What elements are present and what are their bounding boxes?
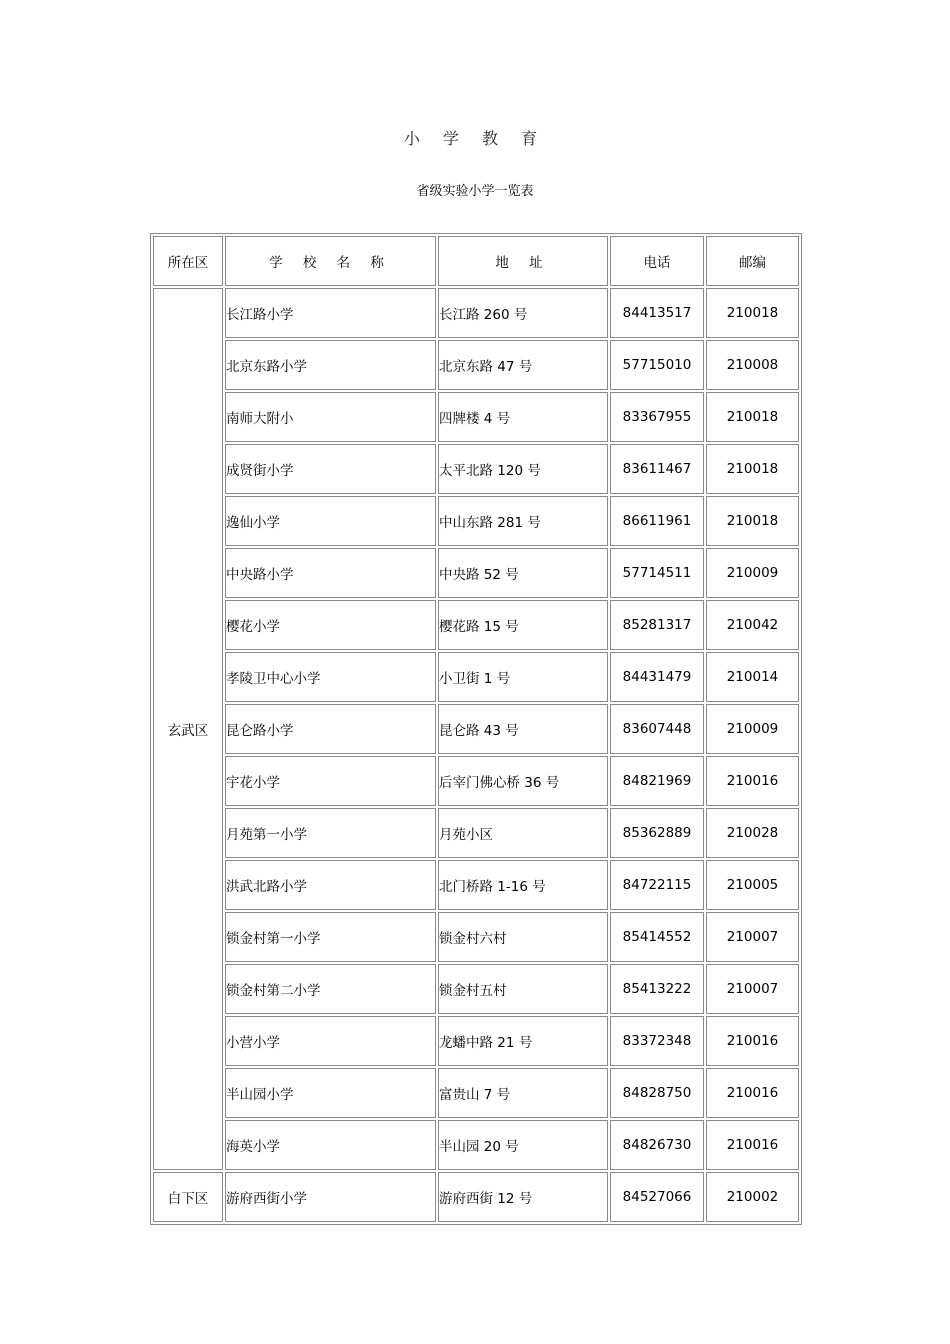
zip-cell: 210028 — [706, 808, 799, 858]
phone-cell: 86611961 — [610, 496, 704, 546]
table-row — [153, 1068, 799, 1118]
phone-cell: 84722115 — [610, 860, 704, 910]
address-cell: 锁金村六村 — [438, 912, 608, 962]
zip-cell: 210018 — [706, 444, 799, 494]
zip-cell: 210007 — [706, 912, 799, 962]
phone-cell: 84826730 — [610, 1120, 704, 1170]
phone-cell: 84413517 — [610, 288, 704, 338]
zip-cell: 210002 — [706, 1172, 799, 1222]
table-row — [153, 652, 799, 702]
header-phone: 电话 — [610, 236, 704, 286]
phone-cell: 85413222 — [610, 964, 704, 1014]
table-row — [153, 1172, 799, 1222]
address-cell: 樱花路 15 号 — [438, 600, 608, 650]
phone-cell: 83367955 — [610, 392, 704, 442]
school-name-cell: 锁金村第一小学 — [225, 912, 436, 962]
address-cell: 四牌楼 4 号 — [438, 392, 608, 442]
address-cell: 后宰门佛心桥 36 号 — [438, 756, 608, 806]
phone-cell: 83372348 — [610, 1016, 704, 1066]
school-name-cell: 成贤街小学 — [225, 444, 436, 494]
page-header: 小 学 教 育 — [403, 129, 547, 148]
school-name-cell: 樱花小学 — [225, 600, 436, 650]
phone-cell: 85362889 — [610, 808, 704, 858]
header-address: 地 址 — [438, 236, 608, 286]
zip-cell: 210008 — [706, 340, 799, 390]
table-row — [153, 340, 799, 390]
table-row — [153, 600, 799, 650]
document-title: 省级实验小学一览表 — [416, 184, 534, 199]
zip-cell: 210042 — [706, 600, 799, 650]
zip-cell: 210016 — [706, 1068, 799, 1118]
table-row — [153, 756, 799, 806]
table-row — [153, 1120, 799, 1170]
school-name-cell: 长江路小学 — [225, 288, 436, 338]
schools-table — [150, 233, 802, 1225]
table-row — [153, 704, 799, 754]
phone-cell: 84431479 — [610, 652, 704, 702]
school-name-cell: 月苑第一小学 — [225, 808, 436, 858]
phone-cell: 85414552 — [610, 912, 704, 962]
zip-cell: 210018 — [706, 288, 799, 338]
table-row — [153, 1016, 799, 1066]
zip-cell: 210018 — [706, 496, 799, 546]
school-name-cell: 中央路小学 — [225, 548, 436, 598]
address-cell: 昆仑路 43 号 — [438, 704, 608, 754]
school-name-cell: 洪武北路小学 — [225, 860, 436, 910]
table-row — [153, 912, 799, 962]
address-cell: 北京东路 47 号 — [438, 340, 608, 390]
header-school-name: 学 校 名 称 — [225, 236, 436, 286]
table-row — [153, 808, 799, 858]
zip-cell: 210014 — [706, 652, 799, 702]
school-name-cell: 宇花小学 — [225, 756, 436, 806]
address-cell: 锁金村五村 — [438, 964, 608, 1014]
school-name-cell: 锁金村第二小学 — [225, 964, 436, 1014]
table-row — [153, 548, 799, 598]
phone-cell: 84821969 — [610, 756, 704, 806]
school-name-cell: 孝陵卫中心小学 — [225, 652, 436, 702]
zip-cell: 210005 — [706, 860, 799, 910]
school-name-cell: 海英小学 — [225, 1120, 436, 1170]
table-row — [153, 392, 799, 442]
header-district: 所在区 — [153, 236, 223, 286]
address-cell: 富贵山 7 号 — [438, 1068, 608, 1118]
phone-cell: 83611467 — [610, 444, 704, 494]
school-name-cell: 北京东路小学 — [225, 340, 436, 390]
school-name-cell: 昆仑路小学 — [225, 704, 436, 754]
table-row — [153, 288, 799, 338]
school-name-cell: 游府西街小学 — [225, 1172, 436, 1222]
address-cell: 太平北路 120 号 — [438, 444, 608, 494]
address-cell: 月苑小区 — [438, 808, 608, 858]
address-cell: 半山园 20 号 — [438, 1120, 608, 1170]
address-cell: 小卫街 1 号 — [438, 652, 608, 702]
school-name-cell: 南师大附小 — [225, 392, 436, 442]
zip-cell: 210009 — [706, 704, 799, 754]
table-row — [153, 444, 799, 494]
address-cell: 游府西街 12 号 — [438, 1172, 608, 1222]
table-row — [153, 496, 799, 546]
zip-cell: 210016 — [706, 756, 799, 806]
table-body — [153, 288, 799, 1222]
table-header-row — [153, 236, 799, 286]
school-name-cell: 逸仙小学 — [225, 496, 436, 546]
header-zip: 邮编 — [706, 236, 799, 286]
address-cell: 龙蟠中路 21 号 — [438, 1016, 608, 1066]
district-cell: 白下区 — [153, 1172, 223, 1222]
address-cell: 北门桥路 1-16 号 — [438, 860, 608, 910]
zip-cell: 210009 — [706, 548, 799, 598]
phone-cell: 83607448 — [610, 704, 704, 754]
district-cell: 玄武区 — [153, 288, 223, 1170]
table-row — [153, 860, 799, 910]
zip-cell: 210018 — [706, 392, 799, 442]
address-cell: 长江路 260 号 — [438, 288, 608, 338]
school-name-cell: 半山园小学 — [225, 1068, 436, 1118]
address-cell: 中山东路 281 号 — [438, 496, 608, 546]
phone-cell: 57715010 — [610, 340, 704, 390]
address-cell: 中央路 52 号 — [438, 548, 608, 598]
phone-cell: 84828750 — [610, 1068, 704, 1118]
zip-cell: 210016 — [706, 1016, 799, 1066]
table-row — [153, 964, 799, 1014]
phone-cell: 84527066 — [610, 1172, 704, 1222]
zip-cell: 210007 — [706, 964, 799, 1014]
phone-cell: 57714511 — [610, 548, 704, 598]
phone-cell: 85281317 — [610, 600, 704, 650]
school-name-cell: 小营小学 — [225, 1016, 436, 1066]
zip-cell: 210016 — [706, 1120, 799, 1170]
